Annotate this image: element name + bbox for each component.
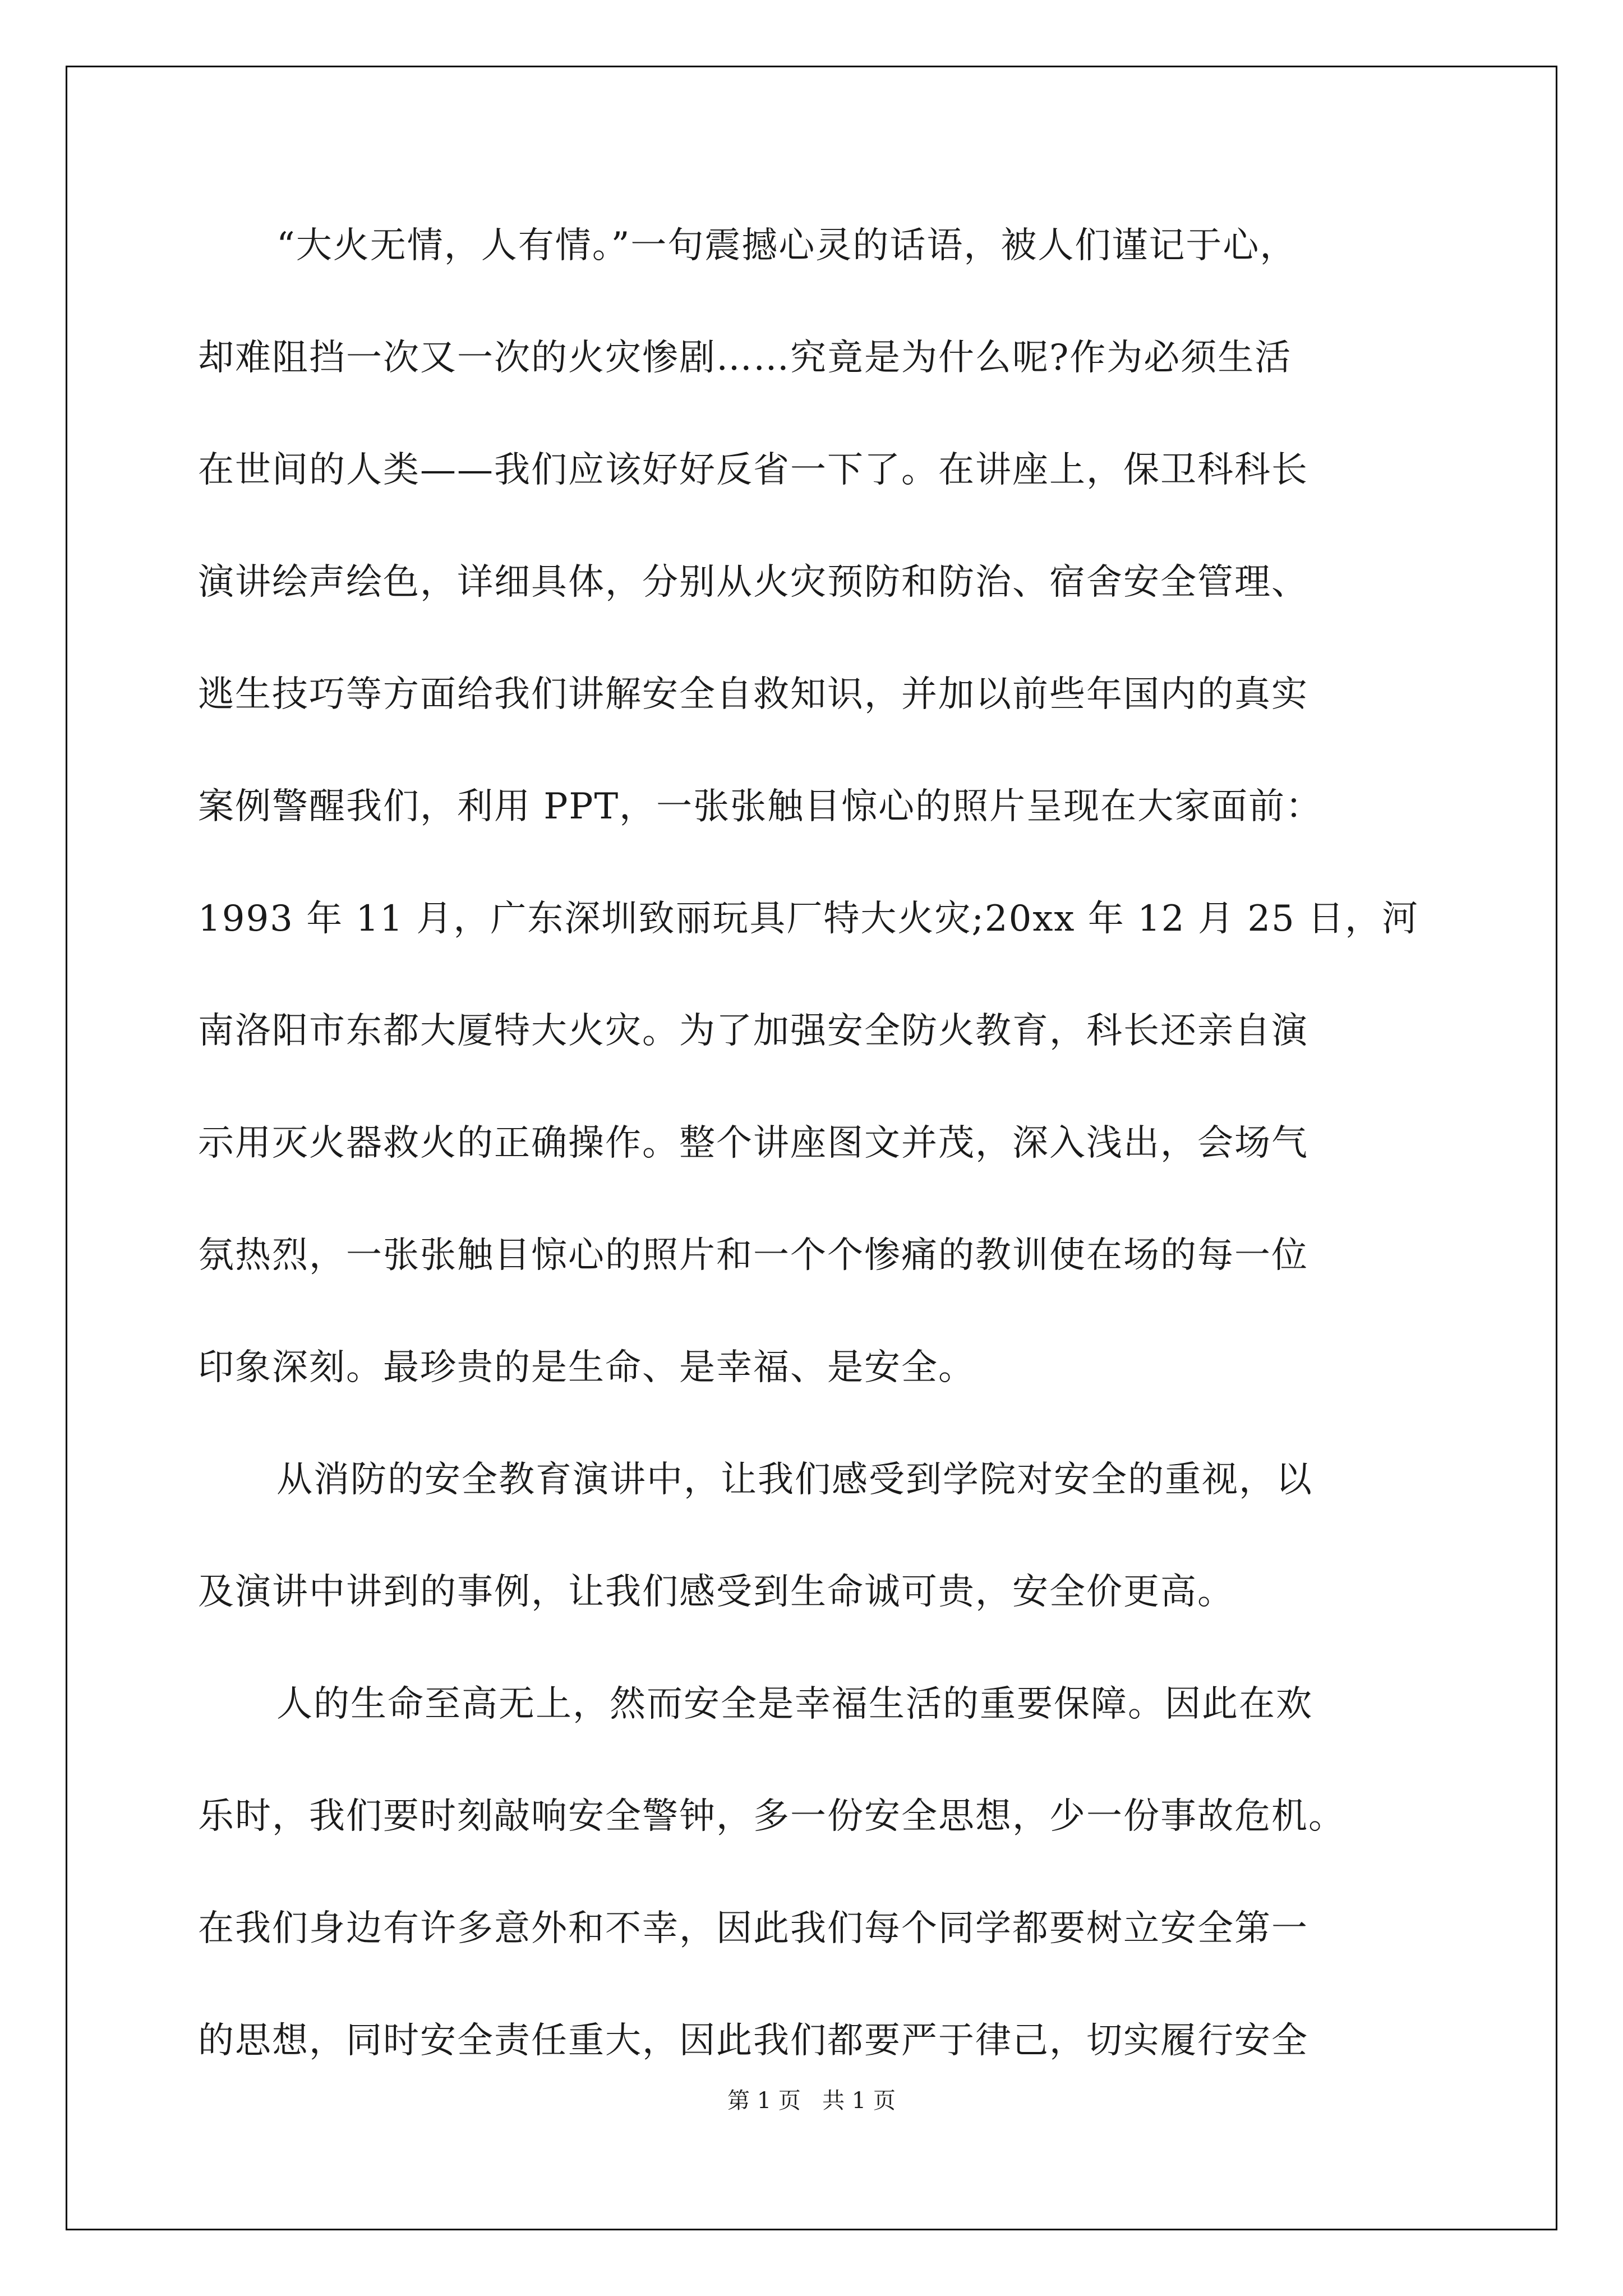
text-line: 及演讲中讲到的事例，让我们感受到生命诚可贵，安全价更高。 xyxy=(198,1571,1234,1613)
text-line: 的思想，同时安全责任重大，因此我们都要严于律己，切实履行安全 xyxy=(198,2020,1308,2062)
text-line: 在我们身边有许多意外和不幸，因此我们每个同学都要树立安全第一 xyxy=(198,1908,1308,1949)
text-line: 氛热烈，一张张触目惊心的照片和一个个惨痛的教训使在场的每一位 xyxy=(198,1235,1308,1276)
text-line: 演讲绘声绘色，详细具体，分别从火灾预防和防治、宿舍安全管理、 xyxy=(198,562,1308,603)
text-line: 人的生命至高无上，然而安全是幸福生活的重要保障。因此在欢 xyxy=(276,1683,1313,1725)
text-line: 乐时，我们要时刻敲响安全警钟，多一份安全思想，少一份事故危机。 xyxy=(198,1796,1345,1837)
text-line: 却难阻挡一次又一次的火灾惨剧……究竟是为什么呢?作为必须生活 xyxy=(198,337,1292,379)
text-line: 逃生技巧等方面给我们讲解安全自救知识，并加以前些年国内的真实 xyxy=(198,674,1308,715)
text-line: 南洛阳市东都大厦特大火灾。为了加强安全防火教育，科长还亲自演 xyxy=(198,1010,1308,1052)
text-line: 示用灭火器救火的正确操作。整个讲座图文并茂，深入浅出，会场气 xyxy=(198,1122,1308,1164)
text-line: “大火无情，人有情。”一句震撼心灵的话语，被人们谨记于心， xyxy=(276,225,1297,266)
text-line: 案例警醒我们，利用 PPT，一张张触目惊心的照片呈现在大家面前： xyxy=(198,786,1323,827)
text-line: 从消防的安全教育演讲中，让我们感受到学院对安全的重视，以 xyxy=(276,1459,1313,1501)
text-line: 在世间的人类——我们应该好好反省一下了。在讲座上，保卫科科长 xyxy=(198,449,1308,491)
page-number-footer: 第 1 页 共 1 页 xyxy=(727,2088,896,2114)
text-line: 印象深刻。最珍贵的是生命、是幸福、是安全。 xyxy=(198,1347,975,1388)
text-line: 1993 年 11 月，广东深圳致丽玩具厂特大火灾;20xx 年 12 月 25 日，河 xyxy=(198,898,1419,940)
